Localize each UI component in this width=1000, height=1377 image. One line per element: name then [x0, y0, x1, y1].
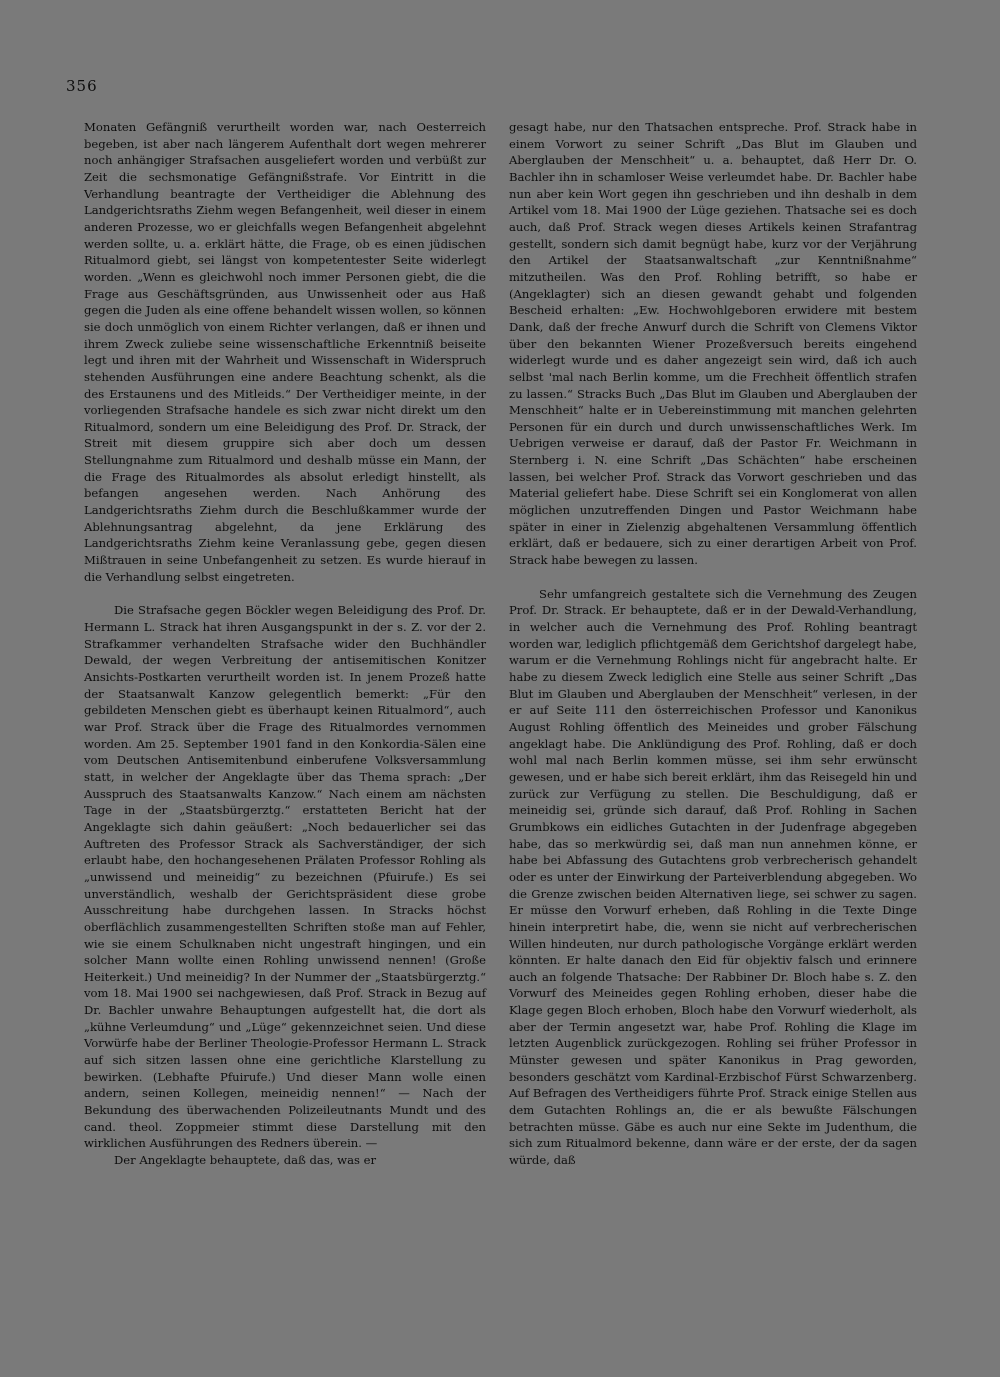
- paragraph: Der Angeklagte behauptete, daß das, was er: [114, 1153, 377, 1168]
- paragraph: Sehr umfangreich gestaltete sich die Vernehmung des Zeugen Prof. Dr. Strack. Er behauptete, daß er in der Dewald-Verhandlung, in welcher auch die Vernehmung des Prof. Rohling beantragt worden war, lediglich pflichtgemäß dem Gerichtshof dargelegt habe, warum er die Vernehmung Rohlings nicht für angebracht halte. Er habe zu diesem Zweck lediglich eine Stelle aus seiner Schrift „Das Blut im Glauben und Aberglauben der Menschheit“ verlesen, in der er auf Seite 111 den österreichischen Professor und Kanonikus August Rohling öffentlich des Meineides und grober Fälschung angeklagt habe. Die Anklündigung des Prof. Rohling, daß er doch wohl mal nach Berlin kommen müsse, sei ihm sehr erwünscht gewesen, und er habe sich bereit erklärt, ihm das Reisegeld hin und zurück zur Verfügung zu stellen. Die Beschuldigung, daß er meineidig sei, gründe sich darauf, daß Prof. Rohling in Sachen Grumbkows ein eidliches Gutachten in der Judenfrage abgegeben habe, das so merkwürdig sei, daß man nun annehmen könne, er habe bei Abfassung des Gutachtens grob verbrecherisch gehandelt oder es unter der Einwirkung der Parteiverblendung abgegeben. Wo die Grenze zwischen beiden Alternativen liege, sei schwer zu sagen. Er müsse den Vorwurf erheben, daß Rohling in die Texte Dinge hinein interpretirt habe, die, wenn sie nicht auf verbrecherischen Willen hindeuten, nur durch pathologische Vorgänge erklärt werden könnten. Er halte danach den Eid für objektiv falsch und erinnere auch an folgende Thatsache: Der Rabbiner Dr. Bloch habe s. Z. den Vorwurf des Meineides gegen Rohling erhoben, dieser habe die Klage gegen Bloch erhoben, Bloch habe den Vorwurf wiederholt, als aber der Termin angesetzt war, habe Prof. Rohling die Klage im letzten Augenblick zurückgezogen. Rohling sei früher Professor in Münster gewesen und später Kanonikus in Prag geworden, besonders geschätzt vom Kardinal-Erzbischof Fürst Schwarzenberg. Auf Befragen des Vertheidigers führte Prof. Strack einige Stellen aus dem Gutachten Rohlings an, die er als bewußte Fälschungen betrachten müsse. Gäbe es auch nur eine Sekte im Judenthum, die sich zum Ritualmord bekenne, dann wäre er der erste, der da sagen würde, daß: [509, 586, 917, 1168]
- page-number: 356: [66, 77, 98, 95]
- paragraph: Die Strafsache gegen Böckler wegen Beleidigung des Prof. Dr. Hermann L. Strack hat ihren Ausgangspunkt in der s. Z. vor der 2. Strafkammer verhandelten Strafsache wider den Buchhändler Dewald, der wegen Verbreitung der antisemitischen Konitzer Ansichts-Postkarten verurtheilt worden ist. In jenem Prozeß hatte der Staatsanwalt Kanzow gelegentlich bemerkt: „Für den gebildeten Menschen giebt es überhaupt keinen Ritualmord“, auch war Prof. Strack über die Frage des Ritualmordes vernommen worden. Am 25. September 1901 fand in den Konkordia-Sälen eine vom Deutschen Antisemitenbund einberufene Volksversammlung statt, in welcher der Angeklagte über das Thema sprach: „Der Ausspruch des Staatsanwalts Kanzow.“ Nach einem am nächsten Tage in der „Staatsbürgerztg.“ erstatteten Bericht hat der Angeklagte sich dahin geäußert: „Noch bedauerlicher sei das Auftreten des Professor Strack als Sachverständiger, der sich erlaubt habe, den hochangesehenen Prälaten Professor Rohling als „unwissend und meineidig“ zu bezeichnen (Pfuirufe.) Es sei unverständlich, weshalb der Gerichtspräsident diese grobe Ausschreitung habe durchgehen lassen. In Stracks höchst oberflächlich zusammengestellten Schriften stoße man auf Fehler, wie sie einem Schulknaben nicht ungestraft hingingen, und ein solcher Mann wollte einen Rohling unwissend nennen! (Große Heiterkeit.) Und meineidig? In der Nummer der „Staatsbürgerztg.“ vom 18. Mai 1900 sei nachgewiesen, daß Prof. Strack in Bezug auf Dr. Bachler unwahre Behauptungen aufgestellt hat, die dort als „kühne Verleumdung“ und „Lüge“ gekennzeichnet seien. Und diese Vorwürfe habe der Berliner Theologie-Professor Hermann L. Strack auf sich sitzen lassen ohne eine gerichtliche Klarstellung zu bewirken. (Lebhafte Pfuirufe.) Und dieser Mann wolle einen andern, seinen Kollegen, meineidig nennen!“ — Nach der Bekundung des überwachenden Polizeileutnants Mundt und des cand. theol. Zoppmeier stimmt diese Darstellung mit den wirklichen Ausführungen des Redners überein. —: [84, 603, 486, 1151]
- left-column: [84, 119, 486, 1169]
- right-column: [509, 119, 917, 1169]
- paragraph: gesagt habe, nur den Thatsachen entspreche. Prof. Strack habe in einem Vorwort zu seiner Schrift „Das Blut im Glauben und Aberglauben der Menschheit“ u. a. behauptet, daß Herr Dr. O. Bachler ihn in schamloser Weise verleumdet habe. Dr. Bachler habe nun aber kein Wort gegen ihn geschrieben und ihn deshalb in dem Artikel vom 18. Mai 1900 der Lüge geziehen. Thatsache sei es doch auch, daß Prof. Strack wegen dieses Artikels keinen Strafantrag gestellt, sondern sich damit begnügt habe, kurz vor der Verjährung den Artikel der Staatsanwaltschaft „zur Kenntnißnahme“ mitzutheilen. Was den Prof. Rohling betrifft, so habe er (Angeklagter) sich an diesen gewandt gehabt und folgenden Bescheid erhalten: „Ew. Hochwohlgeboren erwidere mit bestem Dank, daß der freche Anwurf durch die Schrift von Clemens Viktor über den bekannten Wiener Prozeßversuch bereits eingehend widerlegt wurde und es daher angezeigt sein wird, daß ich auch selbst 'mal nach Berlin komme, um die Frechheit öffentlich strafen zu lassen.“ Stracks Buch „Das Blut im Glauben und Aberglauben der Menschheit“ halte er in Uebereinstimmung mit manchen gelehrten Personen für ein durch und durch unwissenschaftliches Werk. Im Uebrigen verweise er darauf, daß der Pastor Fr. Weichmann in Sternberg i. N. eine Schrift „Das Schächten“ habe erscheinen lassen, bei welcher Prof. Strack das Vorwort geschrieben und das Material geliefert habe. Diese Schrift sei ein Konglomerat von allen möglichen unzutreffenden Dingen und Pastor Weichmann habe später in einer in Zielenzig abgehaltenen Versammlung öffentlich erklärt, daß er bedauere, sich zu einer derartigen Arbeit von Prof. Strack habe bewegen zu lassen.: [509, 120, 917, 568]
- paragraph: Monaten Gefängniß verurtheilt worden war, nach Oesterreich begeben, ist aber nach längerem Aufenthalt dort wegen mehrerer noch anhängiger Strafsachen ausgeliefert worden und verbüßt zur Zeit die sechsmonatige Gefängnißstrafe. Vor Eintritt in die Verhandlung beantragte der Vertheidiger die Ablehnung des Landgerichtsraths Ziehm wegen Befangenheit, weil dieser in einem anderen Prozesse, wo er gleichfalls wegen Befangenheit abgelehnt werden sollte, u. a. erklärt hätte, die Frage, ob es einen jüdischen Ritualmord giebt, sei längst von kompetentester Seite widerlegt worden. „Wenn es gleichwohl noch immer Personen giebt, die die Frage aus Geschäftsgründen, aus Unwissenheit oder aus Haß gegen die Juden als eine offene behandelt wissen wollen, so können sie doch unmöglich von einem Richter verlangen, daß er ihnen und ihrem Zweck zuliebe seine wissenschaftliche Erkenntniß beiseite legt und ihren mit der Wahrheit und Wissenschaft in Widerspruch stehenden Ausführungen eine andere Beachtung schenkt, als die des Erstaunens und des Mitleids.“ Der Vertheidiger meinte, in der vorliegenden Strafsache handele es sich zwar nicht direkt um den Ritualmord, sondern um eine Beleidigung des Prof. Dr. Strack, der Streit mit diesem gruppire sich aber doch um dessen Stellungnahme zum Ritualmord und deshalb müsse ein Mann, der die Frage des Ritualmordes als absolut erledigt hinstellt, als befangen angesehen werden. Nach Anhörung des Landgerichtsraths Ziehm durch die Beschlußkammer wurde der Ablehnungsantrag abgelehnt, da jene Erklärung des Landgerichtsraths Ziehm keine Veranlassung gebe, gegen diesen Mißtrauen in seine Unbefangenheit zu setzen. Es wurde hierauf in die Verhandlung selbst eingetreten.: [84, 120, 486, 584]
